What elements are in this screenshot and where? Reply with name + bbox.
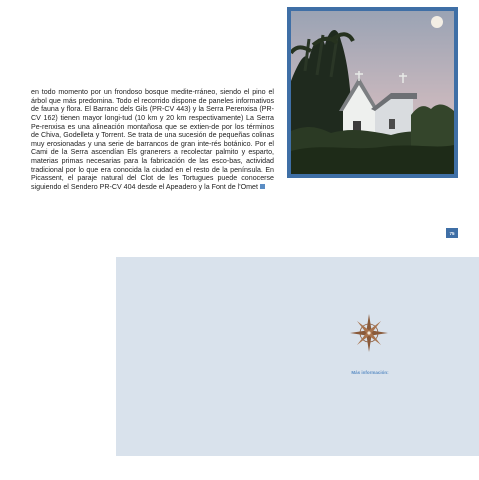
photo-frame	[287, 7, 458, 178]
body-text	[31, 88, 274, 192]
body-paragraph: en todo momento por un frondoso bosque medite-rráneo, siendo el pino el árbol que más predomina. Todo el recorrido dispone de paneles informativos de fauna y flora. El Barranc dels Gils (PR-CV 443) y la Serra Perenxisa (PR-CV 162) tienen mayor longi-tud (10 km y 20 km respectivamente) La Serra Pe-renxisa es una alineación montañosa que se extien-de por los términos de Chiva, Godelleta y Torrent. Se trata de una sucesión de pequeñas colinas muy erosionadas y una serie de barrancos de gran inte-rés botánico. Por el Cami de la Serra ascendían Els granerers a recolectar palmito y esparto, materias primas necesarias para la fabricación de las esco-bas, actividad tradicional por lo que era conocida la ciudad en el resto de la península. En Picassent, el paraje natural del Clot de les Tortugues puede conocerse siguiendo el Sendero PR-CV 404 desde el Apeadero y la Font de l'Omet	[31, 88, 274, 191]
chapel-photo	[291, 11, 454, 174]
info-panel	[116, 257, 479, 456]
square-bullet-icon	[260, 184, 265, 189]
compass-rose-icon	[349, 313, 389, 353]
more-info-label: Más información:	[351, 370, 389, 375]
page-number: 75	[449, 230, 455, 236]
page-number-badge	[446, 228, 458, 238]
